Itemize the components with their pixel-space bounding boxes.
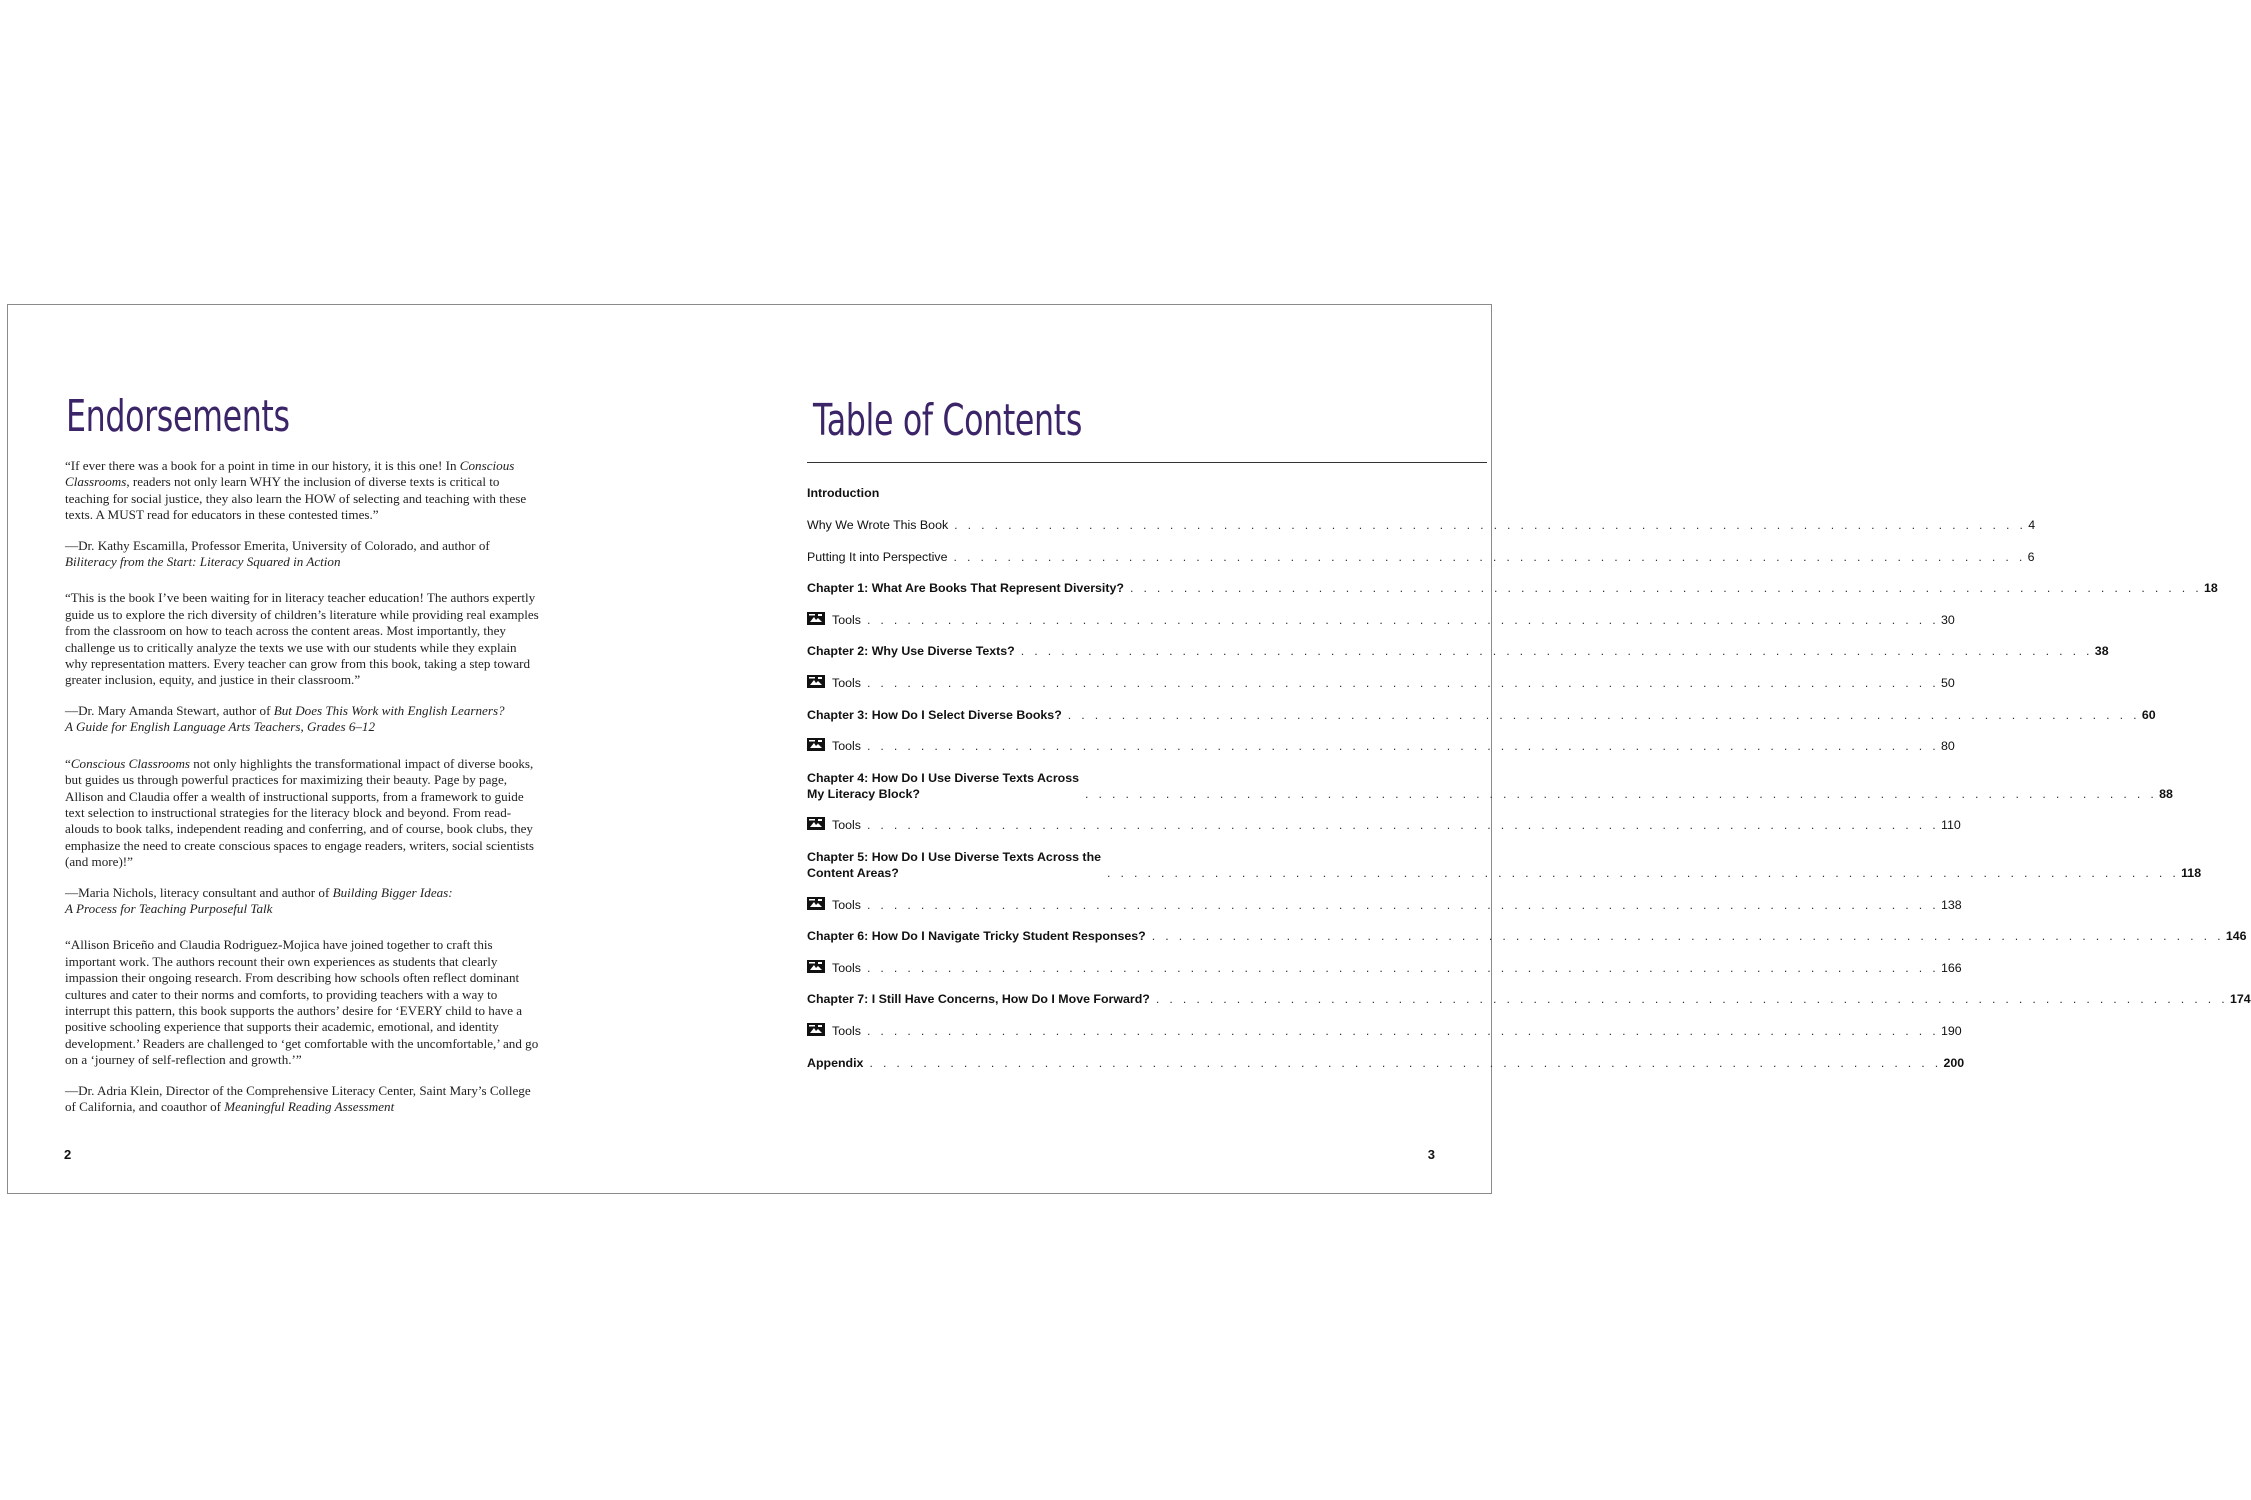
toc-entry[interactable]: [807, 928, 2247, 944]
endorsement-attribution: [65, 1083, 540, 1116]
toc-leader-dots: . . . . . . . . . . . . . . . . . . . . . . . . . . . . . . . . . . . . . . . . . . . . . . . . . . . . . . . . . . . . . . . . . . . . . . . . . . . . . . . .: [866, 818, 1939, 833]
toc-entry-text: [807, 928, 1146, 944]
endorsement: [65, 937, 540, 1115]
toc-entry-text: [807, 960, 861, 976]
toc-entry-label: [807, 786, 1079, 802]
italic-title: Building Bigger Ideas: A Process for Teaching Purposeful Talk: [65, 884, 453, 916]
toc-entry-label: [807, 1023, 861, 1039]
toc-entry[interactable]: [807, 1055, 1965, 1071]
text-run: —Dr. Mary Amanda Stewart, author of: [65, 702, 274, 718]
tools-icon: [807, 897, 825, 910]
toc-entry-text: [807, 849, 1101, 881]
text-run: —Dr. Adria Klein, Director of the Comprehensive Literacy Center, Saint Mary’s College of California, and coauthor of: [65, 1082, 531, 1114]
toc-page-number: 200: [1943, 1055, 1965, 1070]
tools-icon: [807, 612, 825, 625]
toc-entry[interactable]: [807, 675, 1955, 691]
toc-entry[interactable]: [807, 960, 1962, 976]
text-run: “If ever there was a book for a point in time in our history, it is this one! In: [65, 458, 460, 473]
toc-heading: Table of Contents: [813, 395, 1082, 446]
toc-entry-label-text: Tools: [832, 739, 861, 754]
toc-entry-label: [807, 549, 948, 565]
toc-entry-text: [807, 1023, 861, 1039]
toc-entry-text: [807, 1055, 863, 1071]
text-run: —Dr. Kathy Escamilla, Professor Emerita, University of Colorado, and author of: [65, 537, 490, 553]
text-run: not only highlights the transformational impact of diverse books, but guides us through powerful practices for maximizing their beauty. Page by page, Allison and Claudia offer a wealth of instructional supports, from a framework to guide text selection to instructional strategies for the literacy block and beyond. From read-alouds to book talks, independent reading and conferring, and of course, book clubs, they emphasize the need to create conscious spaces to engage readers, writers, social scientists (and more)!”: [65, 755, 535, 870]
toc-page-number: 60: [2141, 707, 2156, 722]
toc-entry-label: [807, 991, 1150, 1007]
text-run: “This is the book I’ve been waiting for in literacy teacher education! The authors expertly guide us to explore the rich diversity of children’s literature while providing real examples from the classroom on how to teach across the content areas. Most importantly, they challenge us to critically analyze the texts we use with our students while they explain why representation matters. Every teacher can grow from this book, taking a step toward greater inclusion, equity, and justice in their classroom.”: [65, 590, 539, 688]
toc-leader-dots: . . . . . . . . . . . . . . . . . . . . . . . . . . . . . . . . . . . . . . . . . . . . . . . . . . . . . . . . . . . . . . . . . . . . . . . . . . . . . . . .: [1155, 992, 2228, 1007]
endorsement: [65, 756, 540, 918]
toc-entry-label-text: Tools: [832, 818, 861, 833]
toc-entry[interactable]: [807, 580, 2218, 596]
toc-entry-label-text: Tools: [832, 612, 861, 627]
toc-entry-label: [807, 738, 861, 754]
toc-entry-title-line: Chapter 5: How Do I Use Diverse Texts Across the: [807, 849, 1102, 864]
toc-entry-text: [807, 991, 1150, 1007]
italic-title: But Does This Work with English Learners? A Guide for English Language Arts Teachers, Grades 6–12: [65, 702, 505, 735]
italic-title: Conscious Classrooms: [65, 458, 515, 490]
toc-entry[interactable]: [807, 897, 1962, 913]
left-page: [8, 305, 750, 1193]
toc-entry[interactable]: [807, 707, 2156, 723]
italic-title: Conscious Classrooms: [70, 755, 191, 771]
toc-entry-text: [807, 675, 861, 691]
endorsement: [65, 458, 540, 570]
toc-entry-label: [807, 707, 1062, 723]
toc-page-number: 190: [1941, 1023, 1962, 1038]
right-page: [750, 305, 2251, 1193]
tools-icon: [807, 960, 825, 973]
toc-entry-label: [807, 928, 1146, 944]
toc-entry[interactable]: [807, 612, 1955, 628]
toc-page-number: 4: [2028, 518, 2036, 532]
page-number-right: 3: [1427, 1147, 1435, 1162]
toc-leader-dots: . . . . . . . . . . . . . . . . . . . . . . . . . . . . . . . . . . . . . . . . . . . . . . . . . . . . . . . . . . . . . . . . . . . . . . . . . . . . . . . .: [866, 897, 1939, 912]
endorsement-attribution: [65, 538, 540, 571]
toc-entry-text: [807, 707, 1062, 723]
toc-leader-dots: . . . . . . . . . . . . . . . . . . . . . . . . . . . . . . . . . . . . . . . . . . . . . . . . . . . . . . . . . . . . . . . . . . . . . . . . . . . . . . . .: [1085, 786, 2158, 801]
toc-leader-dots: . . . . . . . . . . . . . . . . . . . . . . . . . . . . . . . . . . . . . . . . . . . . . . . . . . . . . . . . . . . . . . . . . . . . . . . . . . . . . . . .: [954, 518, 2027, 532]
text-run: , readers not only learn WHY the inclusion of diverse texts is critical to teaching for social justice, they also learn the HOW of selecting and teaching with these texts. A MUST read for educators in these contested times.”: [65, 474, 527, 523]
endorsements-list: [65, 458, 540, 1115]
toc-entry-label: [807, 643, 1015, 659]
text-run: —Maria Nichols, literacy consultant and author of: [65, 884, 333, 900]
endorsement: [65, 590, 540, 735]
toc-entry-text: [807, 580, 1124, 596]
toc-page-number: 118: [2181, 865, 2202, 880]
toc-entry-title-line: Chapter 4: How Do I Use Diverse Texts Across: [807, 770, 1079, 785]
toc-entry[interactable]: [807, 738, 1955, 754]
toc-entry-label: [807, 612, 861, 628]
toc-entry-label-text: Chapter 3: How Do I Select Diverse Books?: [807, 707, 1062, 722]
italic-title: Biliteracy from the Start: Literacy Squared in Action: [65, 554, 341, 570]
toc-page-number: 146: [2225, 929, 2247, 944]
toc-entry-text: [807, 738, 861, 754]
toc-entry-label-text: Chapter 7: I Still Have Concerns, How Do I Move Forward?: [807, 992, 1150, 1007]
toc-entry-label-text: Appendix: [807, 1055, 864, 1070]
toc-leader-dots: . . . . . . . . . . . . . . . . . . . . . . . . . . . . . . . . . . . . . . . . . . . . . . . . . . . . . . . . . . . . . . . . . . . . . . . . . . . . . . . .: [866, 1023, 1939, 1038]
toc-entry-label-text: My Literacy Block?: [807, 786, 920, 801]
toc-entry-label-text: Chapter 2: Why Use Diverse Texts?: [807, 644, 1015, 659]
toc-entry-label-text: Content Areas?: [807, 865, 899, 880]
toc-page-number: 50: [1941, 675, 1955, 690]
toc-entry-label-text: Why We Wrote This Book: [807, 518, 949, 532]
toc-page-number: 110: [1941, 818, 1961, 833]
toc-entry[interactable]: [807, 817, 1961, 833]
toc-entry-label-text: Chapter 6: How Do I Navigate Tricky Student Responses?: [807, 929, 1146, 944]
toc-entry-label: [807, 1055, 863, 1071]
toc-entry-text: [807, 897, 861, 913]
toc-page-number: 6: [2027, 549, 2035, 564]
toc-entry-label: [807, 817, 861, 833]
endorsement-attribution: [65, 703, 540, 736]
toc-entry[interactable]: [807, 517, 2036, 533]
endorsement-quote: [65, 937, 540, 1068]
toc-entry[interactable]: [807, 1023, 1962, 1039]
book-spread: [7, 304, 2251, 1194]
toc-entry-label: [807, 960, 861, 976]
endorsements-heading: Endorsements: [66, 391, 290, 442]
tools-icon: [807, 1023, 825, 1036]
tools-icon: [807, 675, 825, 688]
toc-divider: [807, 462, 1487, 463]
toc-leader-dots: . . . . . . . . . . . . . . . . . . . . . . . . . . . . . . . . . . . . . . . . . . . . . . . . . . . . . . . . . . . . . . . . . . . . . . . . . . . . . . . .: [866, 612, 1939, 627]
toc-leader-dots: . . . . . . . . . . . . . . . . . . . . . . . . . . . . . . . . . . . . . . . . . . . . . . . . . . . . . . . . . . . . . . . . . . . . . . . . . . . . . . . .: [869, 1055, 1942, 1070]
toc-entry[interactable]: [807, 849, 2202, 881]
toc-leader-dots: . . . . . . . . . . . . . . . . . . . . . . . . . . . . . . . . . . . . . . . . . . . . . . . . . . . . . . . . . . . . . . . . . . . . . . . . . . . . . . . .: [866, 739, 1939, 754]
toc-page-number: 88: [2159, 786, 2173, 801]
toc-entry-label: [807, 517, 948, 533]
text-run: “Allison Briceño and Claudia Rodriguez-Mojica have joined together to craft this important work. The authors recount their own experiences as students that clearly impassion their ongoing research. From describing how schools often reflect dominant cultures and cater to their norms and comforts, to providing teachers with a way to interrupt this pattern, this book supports the authors’ desire for ‘EVERY child to have a positive schooling experience that supports their academic, emotional, and identity development.’ Readers are challenged to ‘get comfortable with the uncomfortable,’ and go on a ‘journey of self-reflection and growth.’”: [65, 937, 539, 1068]
toc-entry-label: [807, 580, 1124, 596]
endorsement-quote: [65, 458, 540, 524]
toc-page-number: 38: [2094, 644, 2109, 659]
table-of-contents: [807, 485, 2251, 1086]
toc-entry-label-text: Tools: [832, 1023, 861, 1038]
toc-entry-label: [807, 675, 861, 691]
toc-entry[interactable]: [807, 549, 2035, 565]
endorsement-attribution: [65, 885, 540, 918]
toc-entry-label-text: Tools: [832, 675, 861, 690]
toc-page-number: 174: [2229, 992, 2251, 1007]
toc-entry-text: [807, 517, 948, 533]
toc-entry-label: [807, 865, 1101, 881]
toc-entry-text: [807, 643, 1015, 659]
toc-leader-dots: . . . . . . . . . . . . . . . . . . . . . . . . . . . . . . . . . . . . . . . . . . . . . . . . . . . . . . . . . . . . . . . . . . . . . . . . . . . . . . . .: [1020, 644, 2093, 659]
toc-leader-dots: . . . . . . . . . . . . . . . . . . . . . . . . . . . . . . . . . . . . . . . . . . . . . . . . . . . . . . . . . . . . . . . . . . . . . . . . . . . . . . . .: [1129, 581, 2203, 596]
toc-entry-text: [807, 817, 861, 833]
toc-entry-label: [807, 897, 861, 913]
text-run: “: [65, 755, 71, 771]
toc-leader-dots: . . . . . . . . . . . . . . . . . . . . . . . . . . . . . . . . . . . . . . . . . . . . . . . . . . . . . . . . . . . . . . . . . . . . . . . . . . . . . . . .: [1151, 929, 2224, 944]
tools-icon: [807, 738, 825, 751]
toc-entry[interactable]: [807, 991, 2251, 1007]
toc-entry-label-text: Putting It into Perspective: [807, 549, 948, 564]
page-number-left: 2: [64, 1147, 72, 1162]
toc-leader-dots: . . . . . . . . . . . . . . . . . . . . . . . . . . . . . . . . . . . . . . . . . . . . . . . . . . . . . . . . . . . . . . . . . . . . . . . . . . . . . . . .: [953, 549, 2026, 564]
toc-leader-dots: . . . . . . . . . . . . . . . . . . . . . . . . . . . . . . . . . . . . . . . . . . . . . . . . . . . . . . . . . . . . . . . . . . . . . . . . . . . . . . . .: [1067, 707, 2140, 722]
toc-entry-text: [807, 549, 948, 565]
toc-entry-label-text: Tools: [832, 960, 861, 975]
toc-entry[interactable]: [807, 643, 2109, 659]
endorsement-quote: [65, 590, 540, 688]
toc-leader-dots: . . . . . . . . . . . . . . . . . . . . . . . . . . . . . . . . . . . . . . . . . . . . . . . . . . . . . . . . . . . . . . . . . . . . . . . . . . . . . . . .: [866, 675, 1939, 690]
toc-page-number: 80: [1941, 739, 1955, 754]
toc-page-number: 30: [1941, 612, 1955, 627]
toc-page-number: 138: [1941, 897, 1962, 912]
toc-leader-dots: . . . . . . . . . . . . . . . . . . . . . . . . . . . . . . . . . . . . . . . . . . . . . . . . . . . . . . . . . . . . . . . . . . . . . . . . . . . . . . . .: [866, 960, 1939, 975]
toc-entry-text: [807, 612, 861, 628]
italic-title: Meaningful Reading Assessment: [224, 1099, 395, 1114]
toc-entry[interactable]: [807, 770, 2173, 802]
toc-leader-dots: . . . . . . . . . . . . . . . . . . . . . . . . . . . . . . . . . . . . . . . . . . . . . . . . . . . . . . . . . . . . . . . . . . . . . . . . . . . . . . . .: [1107, 865, 2180, 880]
toc-page-number: 166: [1941, 960, 1962, 975]
toc-entry-label-text: Tools: [832, 897, 861, 912]
toc-page-number: 18: [2204, 581, 2218, 596]
toc-entry-label-text: Chapter 1: What Are Books That Represent Diversity?: [807, 581, 1124, 596]
toc-entry-text: [807, 770, 1079, 802]
tools-icon: [807, 817, 825, 830]
endorsement-quote: [65, 756, 540, 871]
toc-intro-label: Introduction: [807, 486, 880, 500]
